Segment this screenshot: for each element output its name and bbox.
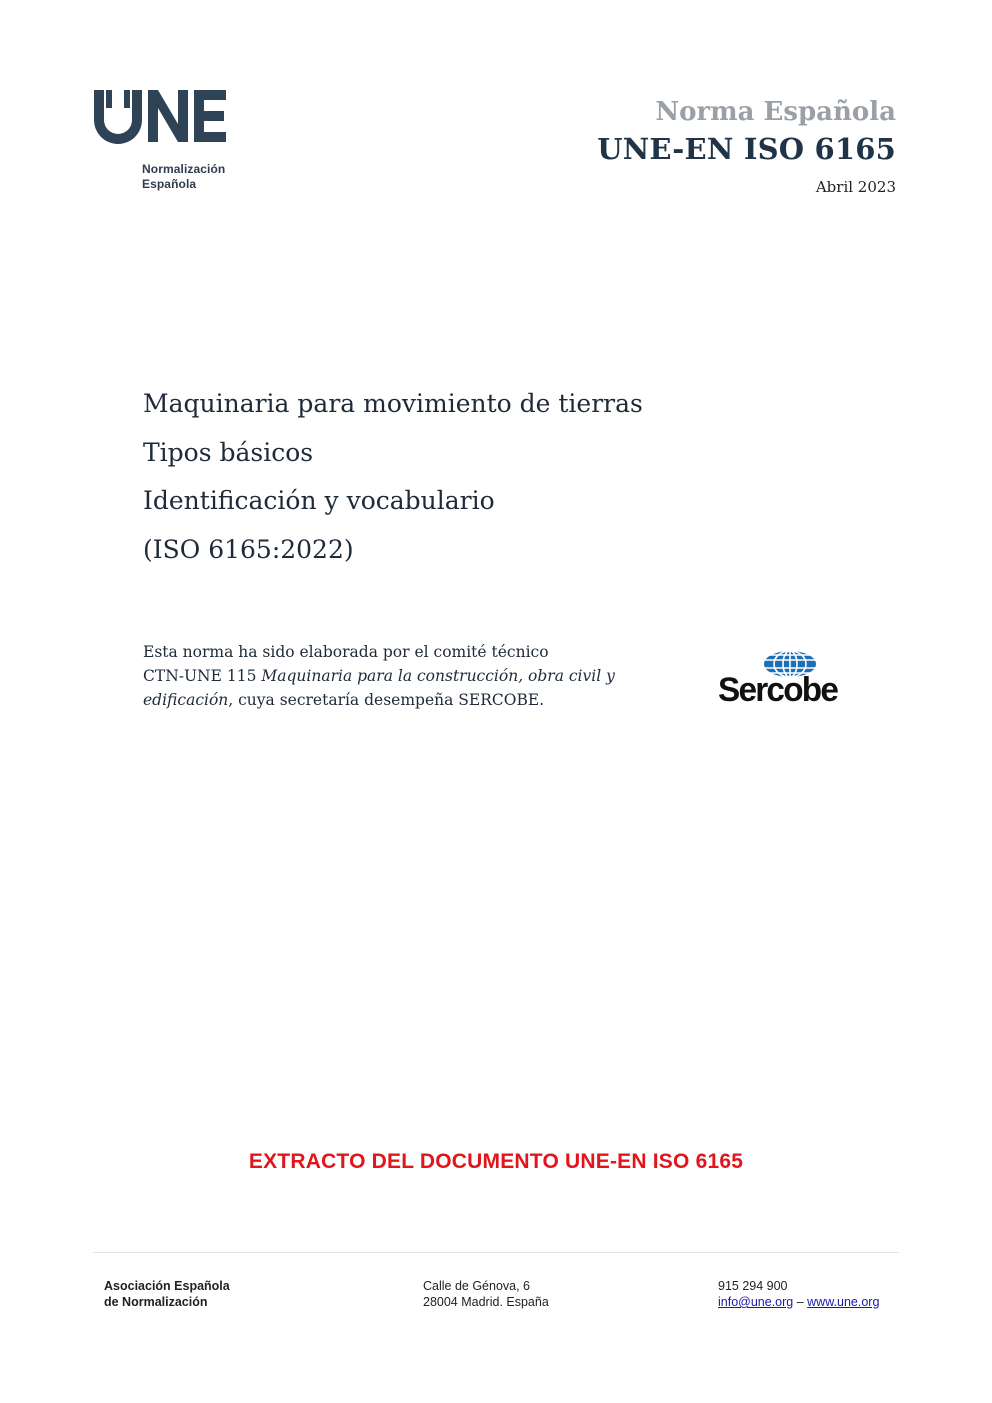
committee-name-a: Maquinaria para la construcción, obra civil y: [261, 667, 615, 685]
title-line-2: Tipos básicos: [143, 437, 314, 467]
sercobe-wordmark: Sercobe: [718, 671, 838, 709]
email-link[interactable]: info@une.org: [718, 1295, 794, 1309]
footer-link-separator: –: [793, 1295, 808, 1309]
footer-contact: [718, 1278, 879, 1310]
norma-label: Norma Española: [655, 97, 896, 127]
committee-tail: , cuya secretaría desempeña SERCOBE.: [228, 691, 545, 709]
committee-statement: [143, 640, 663, 712]
document-titles: [143, 385, 643, 579]
footer-links: [718, 1294, 879, 1310]
footer-assoc-line2: de Normalización: [104, 1295, 208, 1309]
une-subtitle-line1: Normalización: [142, 162, 226, 176]
committee-name-b: edificación: [143, 691, 229, 709]
une-subtitle-line2: Española: [142, 177, 197, 191]
sercobe-logo: [718, 650, 866, 712]
title-line-3: Identificación y vocabulario: [143, 486, 495, 515]
footer-address: [423, 1278, 549, 1310]
standard-code: UNE-EN ISO 6165: [597, 132, 896, 166]
une-logo-mark: [92, 88, 232, 148]
committee-line1: Esta norma ha sido elaborada por el comité técnico: [143, 643, 549, 661]
footer-divider: [93, 1252, 899, 1253]
committee-code: CTN-UNE 115: [143, 667, 257, 685]
extract-banner: EXTRACTO DEL DOCUMENTO UNE-EN ISO 6165: [248, 1150, 744, 1173]
footer-assoc-line1: Asociación Española: [104, 1279, 230, 1293]
publication-date: Abril 2023: [815, 178, 896, 196]
footer-addr-line1: Calle de Génova, 6: [423, 1279, 531, 1293]
title-line-1: Maquinaria para movimiento de tierras: [143, 389, 643, 418]
standard-header: [597, 96, 896, 196]
website-link[interactable]: www.une.org: [807, 1295, 880, 1309]
title-line-4: (ISO 6165:2022): [143, 534, 354, 564]
une-logo-subtitle: [142, 162, 225, 192]
footer-association: [104, 1278, 230, 1310]
footer-addr-line2: 28004 Madrid. España: [423, 1295, 549, 1309]
footer-phone: 915 294 900: [718, 1279, 788, 1293]
